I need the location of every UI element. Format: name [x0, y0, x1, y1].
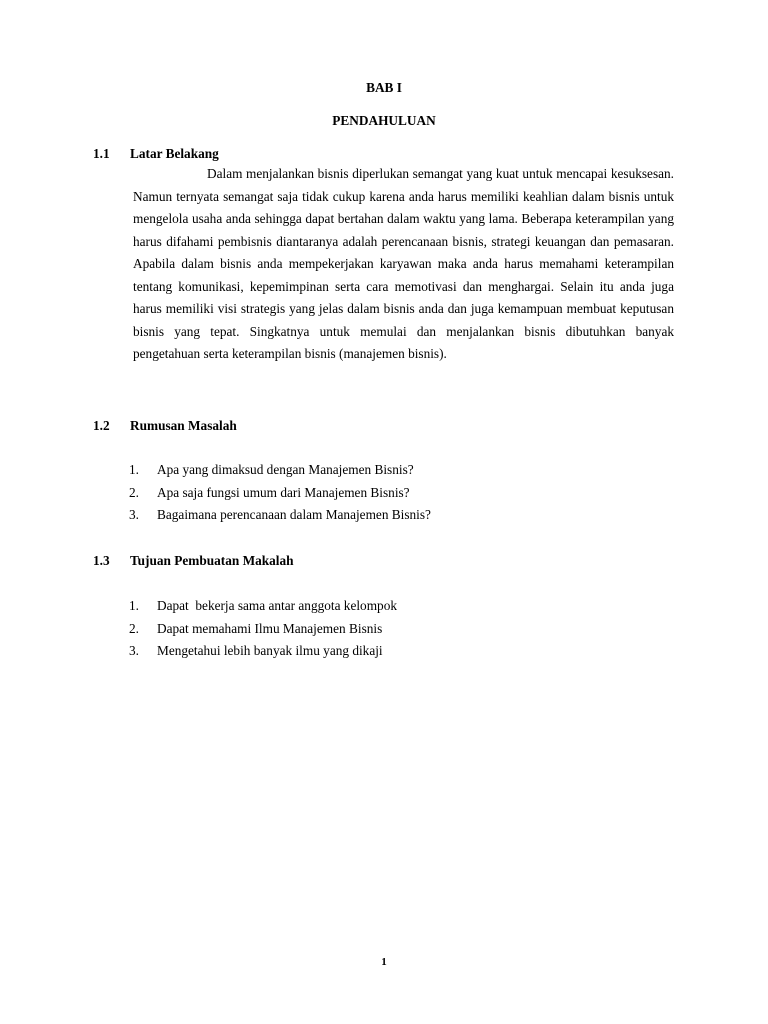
list-item-text: Apa yang dimaksud dengan Manajemen Bisnis?	[157, 462, 414, 477]
section-number: 1.1	[93, 146, 110, 161]
list-item	[129, 459, 431, 482]
list-item-text: Apa saja fungsi umum dari Manajemen Bisnis?	[157, 484, 410, 500]
section-number: 1.3	[93, 553, 110, 568]
list-item-number: 2.	[129, 620, 139, 636]
section-heading-tujuan	[93, 553, 294, 569]
list-item	[129, 482, 431, 505]
list-item-text: Bagaimana perencanaan dalam Manajemen Bisnis?	[157, 507, 431, 523]
chapter-title: PENDAHULUAN	[332, 113, 436, 128]
section-number: 1.2	[93, 418, 110, 433]
list-item-number: 3.	[129, 643, 139, 659]
list-item-text: Mengetahui lebih banyak ilmu yang dikaji	[157, 643, 383, 659]
list-item	[129, 618, 397, 641]
section-heading-rumusan-masalah	[93, 418, 237, 434]
section-title: Latar Belakang	[130, 146, 219, 161]
list-item-number: 2.	[129, 484, 139, 500]
page-number: 1	[381, 956, 387, 968]
problem-list	[129, 459, 431, 527]
list-item	[129, 504, 431, 527]
list-item	[129, 640, 397, 663]
chapter-label: BAB I	[366, 80, 402, 95]
background-paragraph: Dalam menjalankan bisnis diperlukan semangat yang kuat untuk mencapai kesuksesan. Namun ternyata semangat saja tidak cukup karena anda harus memiliki keahlian dalam bisnis untuk mengelola usaha anda sehingga dapat bertahan dalam waktu yang lama. Beberapa keterampilan yang harus difahami pembisnis diantaranya adalah perencanaan bisnis, strategi keuangan dan pemasaran. Apabila dalam bisnis anda mempekerjakan karyawan maka anda harus memahami keterampilan tentang komunikasi, kepemimpinan serta cara memotivasi dan menghargai. Selain itu anda juga harus memiliki visi strategis yang jelas dalam bisnis anda dan juga kemampuan membuat keputusan bisnis yang tepat. Singkatnya untuk memulai dan menjalankan bisnis dibutuhkan banyak pengetahuan serta keterampilan bisnis (manajemen bisnis).	[133, 166, 674, 361]
objective-list	[129, 595, 397, 663]
list-item	[129, 595, 397, 618]
list-item-text: Dapat memahami Ilmu Manajemen Bisnis	[157, 620, 383, 636]
list-item-number: 1.	[129, 462, 139, 477]
list-item-number: 3.	[129, 507, 139, 523]
list-item-number: 1.	[129, 598, 139, 613]
list-item-text: Dapat bekerja sama antar anggota kelompok	[157, 598, 397, 613]
section-title: Rumusan Masalah	[130, 418, 237, 433]
section-title: Tujuan Pembuatan Makalah	[130, 553, 294, 568]
section-heading-latar-belakang	[93, 146, 219, 162]
